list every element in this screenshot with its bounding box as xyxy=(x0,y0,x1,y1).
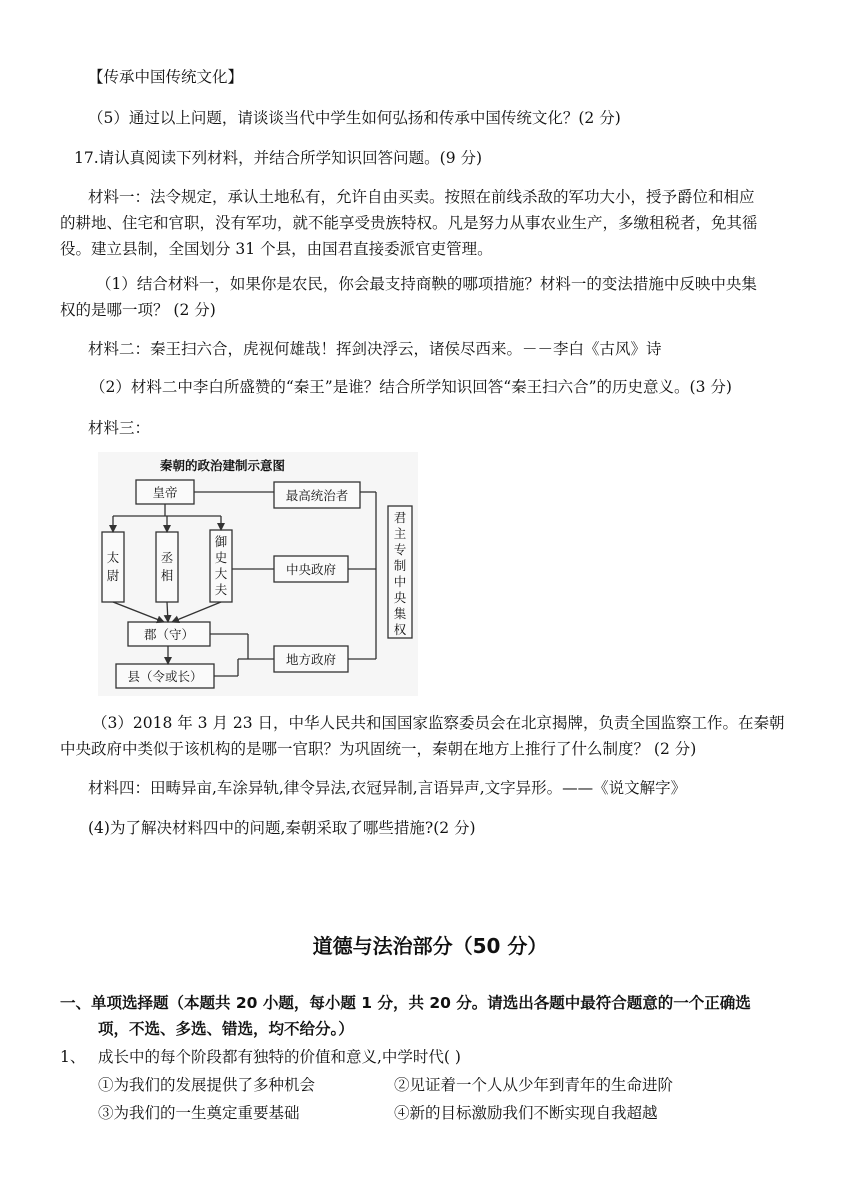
local-gov-label: 地方政府 xyxy=(285,652,337,667)
section-heading: 【传承中国传统文化】 xyxy=(88,68,244,86)
yushi-char: 大 xyxy=(214,566,228,581)
material-1-line-2: 的耕地、住宅和官职，没有军功，就不能享受贵族特权。凡是努力从事农业生产，多缴租税者，免其徭 xyxy=(60,214,758,232)
material-1-line-3: 役。建立县制，全国划分 31 个县，由国君直接委派官吏管理。 xyxy=(60,240,493,258)
question-17-2: （2）材料二中李白所盛赞的“秦王”是谁？结合所学知识回答“秦王扫六合”的历史意义。(3 分) xyxy=(90,378,732,396)
centralization-char: 集 xyxy=(393,606,407,621)
question-17-3-line-2: 中央政府中类似于该机构的是哪一官职？为巩固统一，秦朝在地方上推行了什么制度？ (2 分) xyxy=(60,740,697,758)
part-title: 道德与法治部分（50 分） xyxy=(312,934,548,958)
centralization-char: 专 xyxy=(393,542,407,557)
material-1-line-1: 材料一：法令规定，承认土地私有，允许自由买卖。按照在前线杀敌的军功大小，授予爵位和相应 xyxy=(88,188,755,206)
diagram-title: 秦朝的政治建制示意图 xyxy=(160,458,286,473)
supreme-ruler-label: 最高统治者 xyxy=(285,488,349,503)
question-17: 17.请认真阅读下列材料，并结合所学知识回答问题。(9 分) xyxy=(74,149,483,167)
question-17-3-line-1: （3）2018 年 3 月 23 日，中华人民共和国国家监察委员会在北京揭牌，负责全国监察工作。在秦朝 xyxy=(92,714,785,732)
centralization-char: 主 xyxy=(393,526,407,541)
taiwei-box xyxy=(102,532,124,602)
centralization-char: 中 xyxy=(393,574,407,589)
chengxiang-char: 相 xyxy=(160,568,174,583)
central-gov-label: 中央政府 xyxy=(285,562,337,577)
section-1-heading-line-2: 项，不选、多选、错选，均不给分。） xyxy=(98,1020,354,1038)
mcq-1-number: 1、 xyxy=(60,1048,86,1066)
mcq-1-option: ②见证着一个人从少年到青年的生命进阶 xyxy=(394,1076,674,1094)
question-17-4: (4)为了解决材料四中的问题,秦朝采取了哪些措施?(2 分) xyxy=(88,819,476,837)
qin-political-system-diagram xyxy=(98,452,418,696)
xian-label: 县（令或长） xyxy=(127,669,203,684)
material-3-label: 材料三： xyxy=(88,419,151,437)
taiwei-char: 太 xyxy=(106,550,120,565)
mcq-1-option: ④新的目标激励我们不断实现自我超越 xyxy=(394,1104,658,1122)
chengxiang-char: 丞 xyxy=(160,550,174,565)
yushi-char: 夫 xyxy=(214,582,228,597)
question-17-1-line-2: 权的是哪一项？ (2 分) xyxy=(60,301,216,319)
question-17-1-line-1: （1）结合材料一，如果你是农民，你会最支持商鞅的哪项措施？材料一的变法措施中反映中央集 xyxy=(96,275,757,293)
mcq-1-option: ①为我们的发展提供了多种机会 xyxy=(98,1076,316,1094)
material-2: 材料二：秦王扫六合，虎视何雄哉！挥剑决浮云，诸侯尽西来。－－李白《古风》诗 xyxy=(88,340,662,358)
section-1-heading-line-1: 一、单项选择题（本题共 20 小题，每小题 1 分，共 20 分。请选出各题中最符合题意的一个正确选 xyxy=(60,994,751,1012)
yushi-char: 史 xyxy=(214,550,228,565)
jun-label: 郡（守） xyxy=(143,627,195,642)
material-4: 材料四：田畴异亩,车涂异轨,律令异法,衣冠异制,言语异声,文字异形。——《说文解字》 xyxy=(88,779,687,797)
chengxiang-box xyxy=(156,532,178,602)
centralization-char: 权 xyxy=(393,622,407,637)
centralization-char: 央 xyxy=(393,590,407,605)
taiwei-char: 尉 xyxy=(106,568,120,583)
mcq-1-option: ③为我们的一生奠定重要基础 xyxy=(98,1104,300,1122)
centralization-char: 制 xyxy=(393,558,407,573)
mcq-1-stem: 成长中的每个阶段都有独特的价值和意义,中学时代( ) xyxy=(98,1048,461,1066)
question-5: （5）通过以上问题，请谈谈当代中学生如何弘扬和传承中国传统文化？(2 分) xyxy=(88,109,621,127)
centralization-char: 君 xyxy=(393,510,407,525)
yushi-char: 御 xyxy=(214,534,228,549)
emperor-label: 皇帝 xyxy=(152,485,178,500)
